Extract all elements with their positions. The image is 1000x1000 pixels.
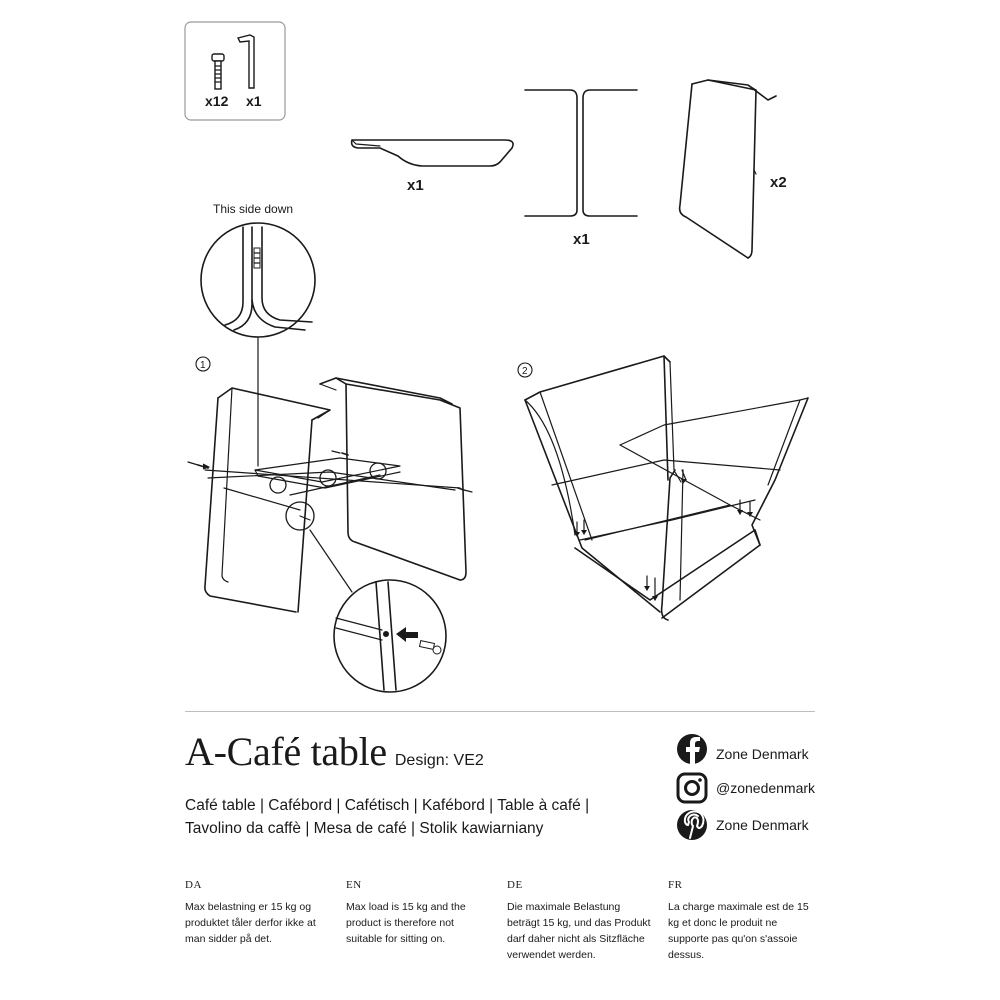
section-divider — [185, 711, 815, 712]
product-title-block — [185, 728, 484, 775]
shelf-qty: x1 — [407, 177, 424, 194]
note-fr — [668, 879, 813, 963]
center-frame-part — [525, 90, 637, 248]
step1-detail — [201, 202, 315, 466]
note-text: Max load is 15 kg and the product is therefore not suitable for sitting on. — [346, 901, 466, 945]
product-design: Design: VE2 — [394, 752, 484, 769]
side-note: This side down — [213, 202, 294, 216]
product-names-line2: Tavolino da caffè | Mesa de café | Stolik kawiarniany — [185, 819, 544, 837]
step1-assembly — [188, 378, 472, 612]
pinterest-label: Zone Denmark — [716, 817, 809, 833]
hardware-box — [185, 22, 285, 120]
note-text: Max belastning er 15 kg og produktet tåler derfor ikke at man sidder på det. — [185, 901, 316, 945]
step1-zoom — [334, 580, 446, 692]
key-qty: x1 — [246, 93, 262, 109]
note-code: FR — [668, 879, 683, 891]
note-text: Die maximale Belastung beträgt 15 kg, und das Produkt darf daher nicht als Sitzfläche verwendet werden. — [507, 901, 651, 961]
note-code: DE — [507, 879, 523, 891]
product-title: A-Café table — [185, 729, 387, 774]
facebook-label: Zone Denmark — [716, 746, 809, 762]
note-da — [185, 879, 330, 947]
product-names-line1: Café table | Cafébord | Cafétisch | Kafébord | Table à café | — [185, 797, 590, 814]
product-names — [185, 795, 655, 840]
center-frame-qty: x1 — [573, 231, 590, 248]
note-code: DA — [185, 879, 202, 891]
step2-marker — [518, 363, 532, 377]
note-code: EN — [346, 879, 362, 891]
social-instagram[interactable] — [676, 772, 815, 804]
note-text: La charge maximale est de 15 kg et donc le produit ne supporte pas qu'on s'assoie dessus. — [668, 901, 809, 961]
instagram-label: @zonedenmark — [716, 780, 816, 796]
svg-text:2: 2 — [522, 366, 528, 377]
note-en — [346, 879, 491, 947]
step1-marker — [196, 357, 210, 371]
step2-assembly — [525, 356, 808, 620]
allen-key-icon — [238, 35, 254, 88]
screw-qty: x12 — [205, 93, 229, 109]
screw-icon — [212, 54, 224, 89]
shelf-part — [352, 140, 513, 194]
svg-text:1: 1 — [200, 360, 206, 371]
note-de — [507, 879, 652, 963]
side-frame-qty: x2 — [770, 174, 787, 191]
social-facebook[interactable] — [676, 738, 809, 770]
side-frame-part — [680, 80, 787, 258]
social-pinterest[interactable] — [676, 809, 809, 841]
